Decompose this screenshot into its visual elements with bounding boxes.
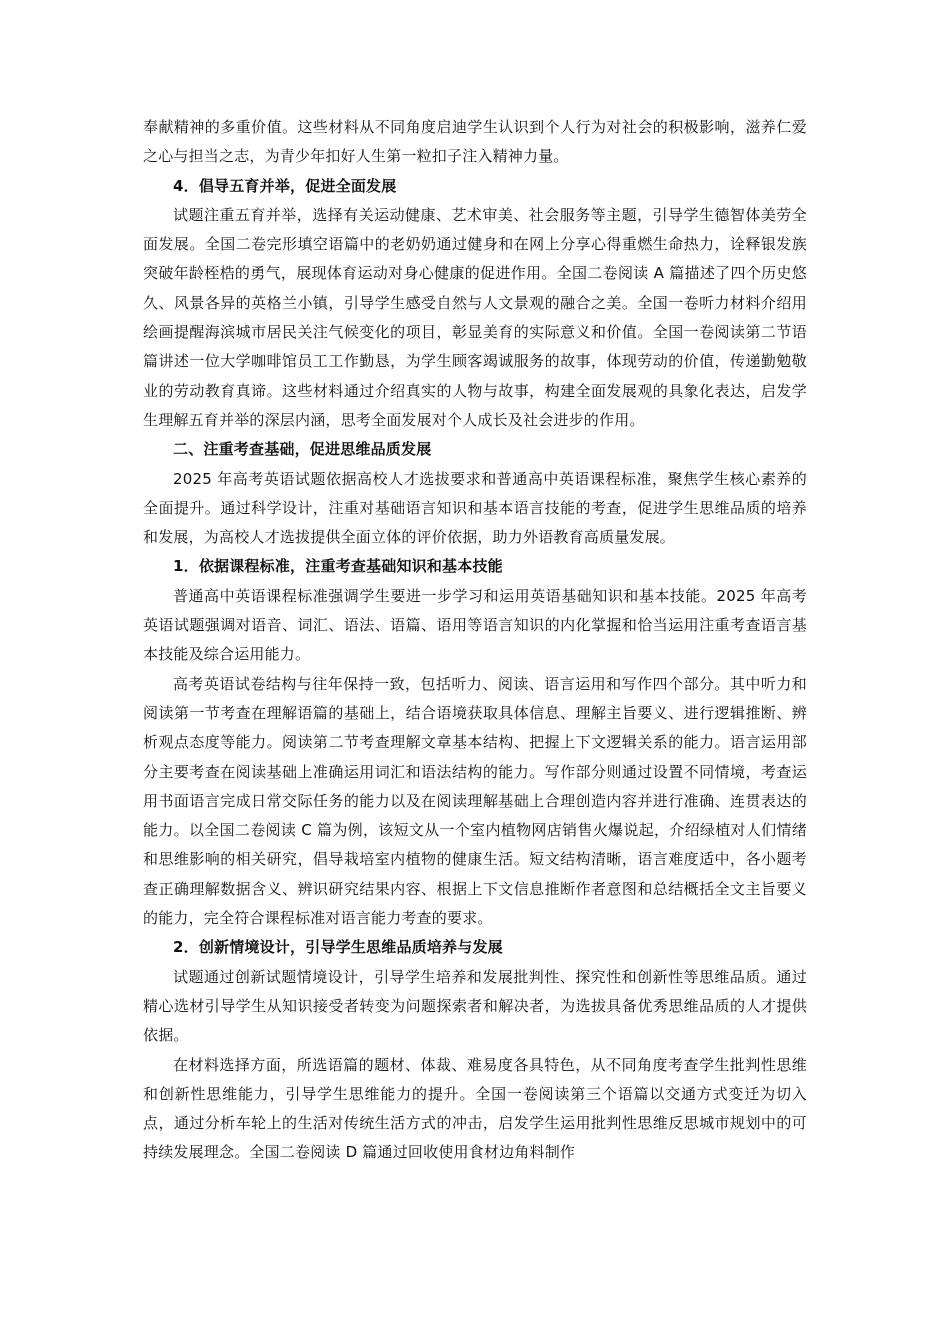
paragraph-continued: 奉献精神的多重价值。这些材料从不同角度启迪学生认识到个人行为对社会的积极影响，滋养仁爱之心与担当之志，为青少年扣好人生第一粒扣子注入精神力量。 <box>143 118 807 166</box>
section-heading-1: 1．依据课程标准，注重考查基础知识和基本技能 <box>173 557 503 576</box>
section-heading-2: 2．创新情境设计，引导学生思维品质培养与发展 <box>173 938 503 957</box>
document-body <box>143 113 807 1168</box>
section-heading-4: 4．倡导五育并举，促进全面发展 <box>173 176 397 195</box>
paragraph-five-education: 试题注重五育并举，选择有关运动健康、艺术审美、社会服务等主题，引导学生德智体美劳全面发展。全国二卷完形填空语篇中的老奶奶通过健身和在网上分享心得重燃生命热力，诠释银发族突破年龄桎梏的勇气，展现体育运动对身心健康的促进作用。全国二卷阅读 A 篇描述了四个历史悠久、风景各异的英格兰小镇，引导学生感受自然与人文景观的融合之美。全国一卷听力材料介绍用绘画提醒海滨城市居民关注气候变化的项目，彰显美育的实际意义和价值。全国一卷阅读第二节语篇讲述一位大学咖啡馆员工工作勤恳，为学生顾客竭诚服务的故事，体现劳动的价值，传递勤勉敬业的劳动教育真谛。这些材料通过介绍真实的人物与故事，构建全面发展观的具象化表达，启发学生理解五育并举的深层内涵，思考全面发展对个人成长及社会进步的作用。 <box>143 205 807 429</box>
paragraph-material-selection: 在材料选择方面，所选语篇的题材、体裁、难易度各具特色，从不同角度考查学生批判性思维和创新性思维能力，引导学生思维能力的提升。全国一卷阅读第三个语篇以交通方式变迁为切入点，通过分析车轮上的生活对传统生活方式的冲击，启发学生运用批判性思维反思城市规划中的可持续发展理念。全国二卷阅读 D 篇通过回收使用食材边角料制作 <box>143 1055 807 1162</box>
paragraph-curriculum-standard: 普通高中英语课程标准强调学生要进一步学习和运用英语基础知识和基本技能。2025 年高考英语试题强调对语音、词汇、语法、语篇、语用等语言知识的内化掌握和恰当运用注重考查语言基本技能及综合运用能力。 <box>143 586 807 664</box>
section-heading-part-two: 二、注重考查基础，促进思维品质发展 <box>173 440 432 459</box>
paragraph-innovative-context: 试题通过创新试题情境设计，引导学生培养和发展批判性、探究性和创新性等思维品质。通过精心选材引导学生从知识接受者转变为问题探索者和解决者，为选拔具备优秀思维品质的人才提供依据。 <box>143 967 807 1045</box>
paragraph-2025-overview: 2025 年高考英语试题依据高校人才选拔要求和普通高中英语课程标准，聚焦学生核心素养的全面提升。通过科学设计，注重对基础语言知识和基本语言技能的考查，促进学生思维品质的培养和发展，为高校人才选拔提供全面立体的评价依据，助力外语教育高质量发展。 <box>143 469 807 547</box>
paragraph-exam-structure: 高考英语试卷结构与往年保持一致，包括听力、阅读、语言运用和写作四个部分。其中听力和阅读第一节考查在理解语篇的基础上，结合语境获取具体信息、理解主旨要义、进行逻辑推断、辨析观点态度等能力。阅读第二节考查理解文章基本结构、把握上下文逻辑关系的能力。语言运用部分主要考查在阅读基础上准确运用词汇和语法结构的能力。写作部分则通过设置不同情境，考查运用书面语言完成日常交际任务的能力以及在阅读理解基础上合理创造内容并进行准确、连贯表达的能力。以全国二卷阅读 C 篇为例，该短文从一个室内植物网店销售火爆说起，介绍绿植对人们情绪和思维影响的相关研究，倡导栽培室内植物的健康生活。短文结构清晰，语言难度适中，各小题考查正确理解数据含义、辨识研究结果内容、根据上下文信息推断作者意图和总结概括全文主旨要义的能力，完全符合课程标准对语言能力考查的要求。 <box>143 674 807 928</box>
